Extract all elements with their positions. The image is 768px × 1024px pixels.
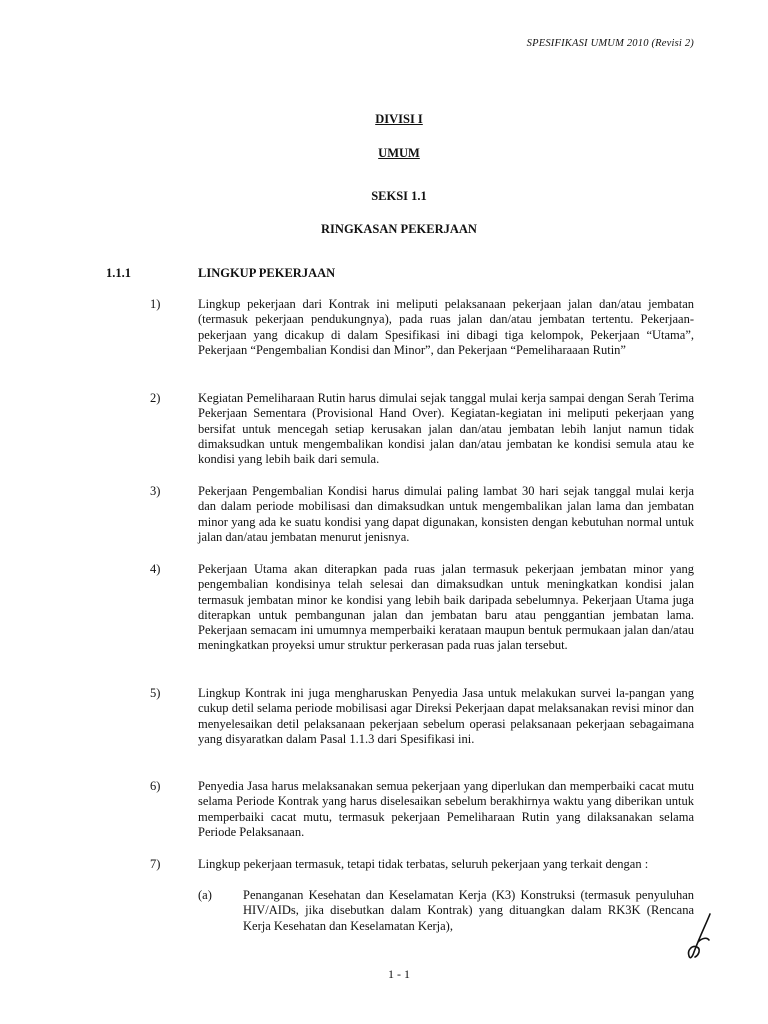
item-number: 5) [150,686,161,700]
page-number: 1 - 1 [388,967,410,981]
subitem-text: Penanganan Kesehatan dan Keselamatan Kerja (K3) Konstruksi (termasuk penyuluhan HIV/AIDs, jika disebutkan dalam Kontrak) yang dituangkan dalam RK3K (Rencana Kerja Kesehatan dan Keselamatan Kerja), [243,888,694,933]
division-heading: DIVISI I [375,112,423,126]
item-number: 3) [150,484,161,498]
item-text: Penyedia Jasa harus melaksanakan semua pekerjaan yang diperlukan dan memperbaiki cacat mutu selama Periode Kontrak yang harus diselesaikan sebelum berakhirnya waktu yang diberikan untuk memperbaiki cacat mutu, termasuk pekerjaan Pemeliharaan Rutin yang dilaksanakan selama Periode Pelaksanaan. [198,779,694,839]
item-text: Pekerjaan Pengembalian Kondisi harus dimulai paling lambat 30 hari sejak tanggal mulai kerja dan dalam periode mobilisasi dan dimaksudkan untuk mengembalikan jalan lama dan jembatan minor yang ada ke suatu kondisi yang dapat digunakan, konsisten dengan kebutuhan normal untuk jalan dan/atau jembatan menurut jenisnya. [198,484,694,544]
item-text: Pekerjaan Utama akan diterapkan pada ruas jalan termasuk pekerjaan jembatan minor yang pengembalian kondisinya telah selesai dan dimaksudkan untuk meningkatkan kondisi jalan termasuk jembatan minor ke kondisi yang lebih baik daripada sebelumnya. Pekerjaan Utama juga diterapkan untuk pembangunan jalan dan jembatan baru atau penggantian jembatan lama. Pekerjaan semacam ini umumnya memperbaiki kerataan maupun bentuk permukaan jalan dan/atau meningkatkan proyeksi umur struktur perkerasan pada ruas jalan tersebut. [198,562,694,653]
item-number: 1) [150,297,161,311]
section-heading: SEKSI 1.1 [371,189,427,203]
section-name-heading: RINGKASAN PEKERJAAN [321,222,477,236]
item-number: 7) [150,857,161,871]
item-text: Lingkup pekerjaan termasuk, tetapi tidak terbatas, seluruh pekerjaan yang terkait dengan : [198,857,649,871]
item-number: 4) [150,562,161,576]
subsection-title: LINGKUP PEKERJAAN [198,266,336,280]
item-text: Kegiatan Pemeliharaan Rutin harus dimulai sejak tanggal mulai kerja sampai dengan Serah Terima Pekerjaan Sementara (Provisional Hand Over). Kegiatan-kegiatan ini meliputi pekerjaan yang bersifat untuk mencegah setiap kerusakan jalan dan/atau jembatan lebih lanjut namun tidak dimaksudkan untuk mengembalikan kondisi jalan dan/atau jembatan ke kondisi semula atau ke kondisi yang lebih baik dari semula. [198,391,694,467]
signature-initial [680,912,720,962]
item-text: Lingkup Kontrak ini juga mengharuskan Penyedia Jasa untuk melakukan survei la-pangan yang cukup detil selama periode mobilisasi agar Direksi Pekerjaan dapat melaksanakan revisi minor dan menyelesaikan detil pelaksanaan pekerjaan sebelum operasi pelaksanaan pekerjaan sebagaimana yang disyaratkan dalam Pasal 1.1.3 dari Spesifikasi ini. [198,686,694,746]
item-number: 6) [150,779,161,793]
spec-header: SPESIFIKASI UMUM 2010 (Revisi 2) [526,38,694,49]
subsection-number: 1.1.1 [106,266,131,280]
division-name-heading: UMUM [378,146,420,160]
item-number: 2) [150,391,161,405]
subitem-letter: (a) [198,888,212,902]
item-text: Lingkup pekerjaan dari Kontrak ini meliputi pelaksanaan pekerjaan jalan dan/atau jembatan (termasuk pekerjaan pendukungnya), pada ruas jalan dan/atau jembatan tertentu. Pekerjaan-pekerjaan yang dicakup di dalam Spesifikasi ini dibagi tiga kelompok, Pekerjaan “Utama”, Pekerjaan “Pengembalian Kondisi dan Minor”, dan Pekerjaan “Pemeliharaaan Rutin” [198,297,694,357]
